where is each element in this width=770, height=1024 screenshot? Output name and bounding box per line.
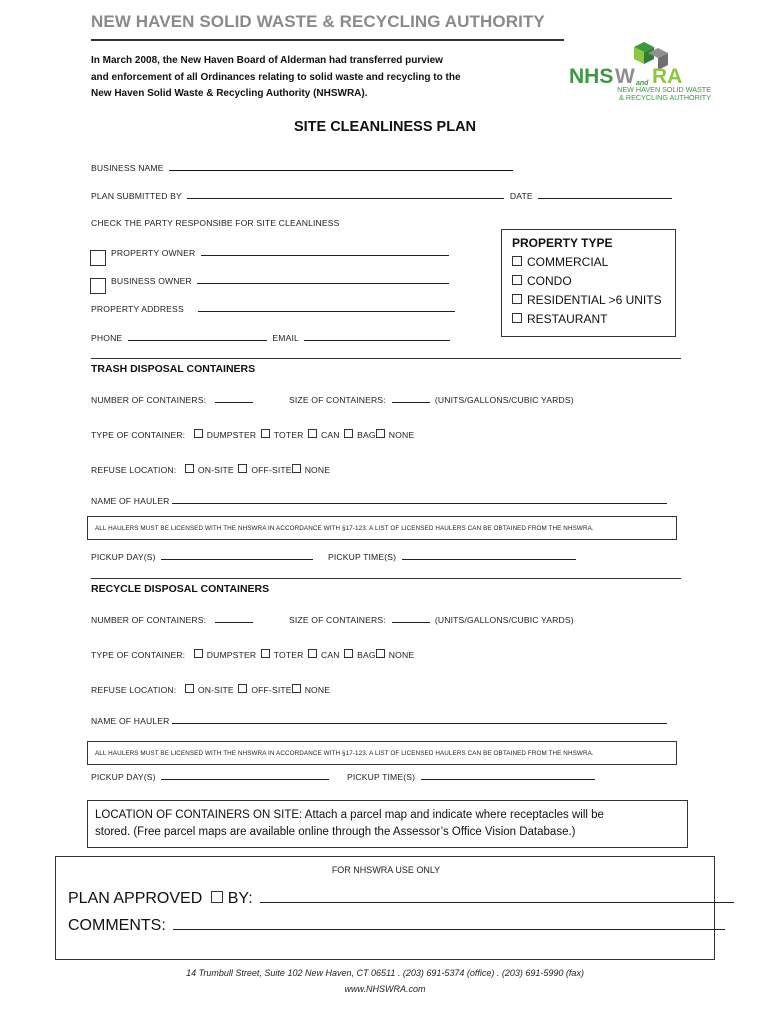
checkbox-icon[interactable] xyxy=(185,464,194,473)
footer-address: 14 Trumbull Street, Suite 102 New Haven, CT 06511 . (203) 691-5374 (office) . (203) 691-5990 (fax) xyxy=(186,968,584,978)
recycle-refuse-row: REFUSE LOCATION: ON-SITE OFF-SITE NONE xyxy=(91,685,331,695)
plan-submitted-by-field[interactable] xyxy=(187,190,504,199)
business-owner-row: BUSINESS OWNER xyxy=(111,275,449,286)
checkbox-icon[interactable] xyxy=(261,429,270,438)
logo-text-and: and xyxy=(636,80,649,87)
checkbox-icon[interactable] xyxy=(292,684,301,693)
recycle-section-title: RECYCLE DISPOSAL CONTAINERS xyxy=(91,583,270,595)
recycle-size-field[interactable] xyxy=(392,614,430,623)
logo-sub-2: & RECYCLING AUTHORITY xyxy=(619,93,711,102)
approved-by-field[interactable] xyxy=(260,889,734,903)
trash-size-row: SIZE OF CONTAINERS: (UNITS/GALLONS/CUBIC YARDS) xyxy=(289,395,574,405)
recycle-licensing-notice: ALL HAULERS MUST BE LICENSED WITH THE NHSWRA IN ACCORDANCE WITH §17-123. A LIST OF LICENSED HAULERS CAN BE OBTAINED FROM THE NHSWRA. xyxy=(87,741,677,765)
trash-number-field[interactable] xyxy=(215,394,253,403)
nhswra-use-only-box xyxy=(55,856,715,960)
phone-field[interactable] xyxy=(128,332,267,341)
comments-field[interactable] xyxy=(173,916,725,930)
property-type-box xyxy=(501,229,676,337)
recycle-number-row: NUMBER OF CONTAINERS: xyxy=(91,614,253,625)
trash-pickup-time-row: PICKUP TIME(S) xyxy=(328,551,576,562)
checkbox-icon[interactable] xyxy=(376,649,385,658)
footer-website[interactable]: www.NHSWRA.com xyxy=(344,984,426,994)
property-type-title: PROPERTY TYPE xyxy=(512,236,613,250)
use-only-title: FOR NHSWRA USE ONLY xyxy=(331,865,441,875)
recycle-pickup-time-row: PICKUP TIME(S) xyxy=(347,771,595,782)
recycle-section-divider xyxy=(91,578,681,579)
recycle-pickup-days-field[interactable] xyxy=(161,771,329,780)
property-owner-checkbox[interactable] xyxy=(90,250,106,266)
recycle-pickup-time-field[interactable] xyxy=(421,771,595,780)
checkbox-icon[interactable] xyxy=(344,429,353,438)
logo-text-w: W xyxy=(615,65,635,88)
property-address-field[interactable] xyxy=(198,303,455,312)
plan-approved-checkbox[interactable] xyxy=(211,891,223,903)
property-type-residential[interactable]: RESIDENTIAL >6 UNITS xyxy=(512,291,665,310)
property-owner-field[interactable] xyxy=(201,247,449,256)
checkbox-icon[interactable] xyxy=(308,649,317,658)
checkbox-icon[interactable] xyxy=(194,649,203,658)
trash-hauler-field[interactable] xyxy=(172,495,667,504)
checkbox-icon[interactable] xyxy=(512,256,522,266)
checkbox-icon[interactable] xyxy=(185,684,194,693)
recycle-number-field[interactable] xyxy=(215,614,253,623)
business-owner-checkbox[interactable] xyxy=(90,278,106,294)
logo-text-ra: RA xyxy=(652,65,683,88)
checkbox-icon[interactable] xyxy=(512,294,522,304)
container-location-box: LOCATION OF CONTAINERS ON SITE: Attach a parcel map and indicate where receptacles will be stored. (Free parcel maps are available online through the Assessor’s Office Vision Database.) xyxy=(87,800,688,848)
checkbox-icon[interactable] xyxy=(194,429,203,438)
trash-pickup-days-field[interactable] xyxy=(161,551,313,560)
trash-licensing-notice: ALL HAULERS MUST BE LICENSED WITH THE NHSWRA IN ACCORDANCE WITH §17-123. A LIST OF LICENSED HAULERS CAN BE OBTAINED FROM THE NHSWRA. xyxy=(87,516,677,540)
contact-row: PHONE EMAIL xyxy=(91,332,450,343)
trash-size-field[interactable] xyxy=(392,394,430,403)
business-owner-field[interactable] xyxy=(197,275,449,284)
nhswra-logo xyxy=(568,40,718,104)
checkbox-icon[interactable] xyxy=(344,649,353,658)
recycle-size-row: SIZE OF CONTAINERS: (UNITS/GALLONS/CUBIC YARDS) xyxy=(289,615,574,625)
business-name-row: BUSINESS NAME xyxy=(91,162,513,173)
check-party-label: CHECK THE PARTY RESPONSIBE FOR SITE CLEANLINESS xyxy=(91,218,340,228)
email-field[interactable] xyxy=(304,332,450,341)
checkbox-icon[interactable] xyxy=(238,684,247,693)
cube-logo-icon xyxy=(568,40,718,104)
property-type-commercial[interactable]: COMMERCIAL xyxy=(512,253,665,272)
property-address-row: PROPERTY ADDRESS xyxy=(91,303,455,314)
header-divider xyxy=(91,39,564,41)
trash-pickup-time-field[interactable] xyxy=(402,551,576,560)
property-owner-row: PROPERTY OWNER xyxy=(111,247,449,258)
checkbox-icon[interactable] xyxy=(261,649,270,658)
checkbox-icon[interactable] xyxy=(238,464,247,473)
intro-paragraph: In March 2008, the New Haven Board of Alderman had transferred purview and enforcement of all Ordinances relating to solid waste and recycling to the New Haven Solid Waste & Recycling Authority (NHSWRA). xyxy=(91,55,461,99)
checkbox-icon[interactable] xyxy=(512,313,522,323)
trash-type-row: TYPE OF CONTAINER: DUMPSTER TOTER CAN BAG NONE xyxy=(91,430,415,440)
checkbox-icon[interactable] xyxy=(308,429,317,438)
recycle-pickup-days-row: PICKUP DAY(S) xyxy=(91,771,329,782)
date-field[interactable] xyxy=(538,190,672,199)
plan-approved-row: PLAN APPROVED BY: xyxy=(68,889,734,908)
comments-row: COMMENTS: xyxy=(68,916,725,935)
checkbox-icon[interactable] xyxy=(376,429,385,438)
trash-pickup-days-row: PICKUP DAY(S) xyxy=(91,551,313,562)
property-type-restaurant[interactable]: RESTAURANT xyxy=(512,310,665,329)
checkbox-icon[interactable] xyxy=(512,275,522,285)
checkbox-icon[interactable] xyxy=(292,464,301,473)
logo-sub-1: NEW HAVEN SOLID WASTE xyxy=(617,85,711,94)
trash-refuse-row: REFUSE LOCATION: ON-SITE OFF-SITE NONE xyxy=(91,465,331,475)
recycle-hauler-field[interactable] xyxy=(172,715,667,724)
authority-title: NEW HAVEN SOLID WASTE & RECYCLING AUTHORITY xyxy=(91,12,545,31)
trash-section-divider xyxy=(91,358,681,359)
trash-number-row: NUMBER OF CONTAINERS: xyxy=(91,394,253,405)
trash-hauler-row: NAME OF HAULER xyxy=(91,495,667,506)
plan-submitted-row: PLAN SUBMITTED BY DATE xyxy=(91,190,672,201)
trash-section-title: TRASH DISPOSAL CONTAINERS xyxy=(91,363,256,375)
recycle-hauler-row: NAME OF HAULER xyxy=(91,715,667,726)
recycle-type-row: TYPE OF CONTAINER: DUMPSTER TOTER CAN BAG NONE xyxy=(91,650,415,660)
business-name-field[interactable] xyxy=(169,162,513,171)
document-title: SITE CLEANLINESS PLAN xyxy=(293,119,477,135)
property-type-condo[interactable]: CONDO xyxy=(512,272,665,291)
logo-text-nhs: NHS xyxy=(569,65,614,88)
